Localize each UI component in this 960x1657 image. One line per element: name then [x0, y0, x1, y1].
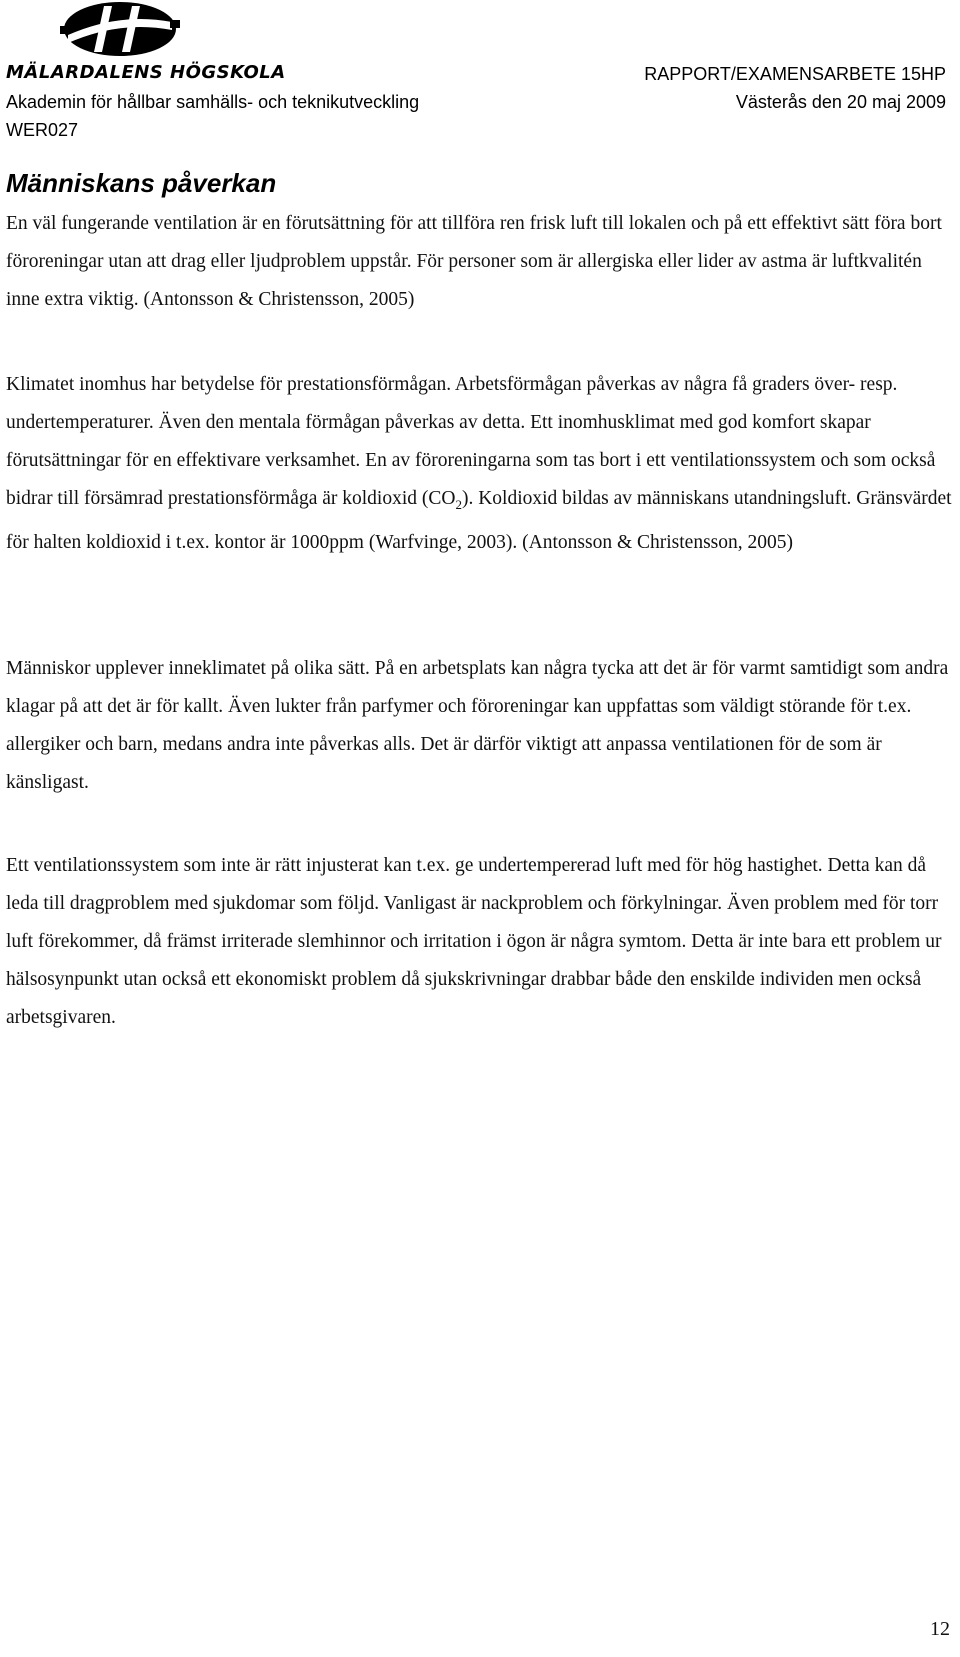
- page-number: 12: [930, 1618, 950, 1640]
- paragraph-text: ). Koldioxid bildas av människans utandningsluft. Gränsvärdet för halten koldioxid i t.ex. kontor är 1000ppm (Warfvinge, 2003). (Antonsson & Christensson, 2005): [6, 488, 952, 553]
- report-type: RAPPORT/EXAMENSARBETE 15HP: [644, 64, 946, 84]
- report-code: WER027: [6, 120, 79, 140]
- university-name: MÄLARDALENS HÖGSKOLA: [6, 62, 286, 83]
- paragraph-perception: Människor upplever inneklimatet på olika sätt. På en arbetsplats kan några tycka att det är för varmt samtidigt som andra klagar på att det är för kallt. Även lukter från parfymer och föroreningar kan uppfattas som väldigt störande för t.ex. allergiker och barn, medans andra inte påverkas alls. Det är därför viktigt att anpassa ventilationen för de som är känsligast.: [6, 658, 949, 793]
- university-logo-icon: [60, 0, 180, 58]
- paragraph-ventilation: En väl fungerande ventilation är en förutsättning för att tillföra ren frisk luft till lokalen och på ett effektivt sätt föra bort föroreningar utan att drag eller ljudproblem uppstår. För personer som är allergiska eller lider av astma är luftkvalitén inne extra viktig. (Antonsson & Christensson, 2005): [6, 213, 942, 310]
- subscript: 2: [455, 496, 462, 512]
- paragraph-text: Klimatet inomhus har betydelse för prestationsförmågan. Arbetsförmågan påverkas av några få graders över- resp. undertemperaturer. Även den mentala förmågan påverkas av detta. Ett inomhusklimat med god komfort skapar förutsättningar för en effektivare verksamhet. En av föroreningarna som tas bort i ett ventilationssystem och som också bidrar till försämrad prestationsförmåga är koldioxid (CO: [6, 374, 936, 509]
- section-heading: Människans påverkan: [6, 168, 277, 198]
- paragraph-indoor-climate: [6, 366, 954, 562]
- academy-name: Akademin för hållbar samhälls- och teknikutveckling: [6, 92, 420, 112]
- place-date: Västerås den 20 maj 2009: [735, 92, 946, 112]
- paragraph-health-problems: Ett ventilationssystem som inte är rätt injusterat kan t.ex. ge undertempererad luft med för hög hastighet. Detta kan då leda till dragproblem med sjukdomar som följd. Vanligast är nackproblem och förkylningar. Även problem med för torr luft förekommer, då främst irriterade slemhinnor och irritation i ögon är några symtom. Detta är inte bara ett problem ur hälsosynpunkt utan också ett ekonomiskt problem då sjukskrivningar drabbar både den enskilde individen men också arbetsgivaren.: [6, 855, 942, 1028]
